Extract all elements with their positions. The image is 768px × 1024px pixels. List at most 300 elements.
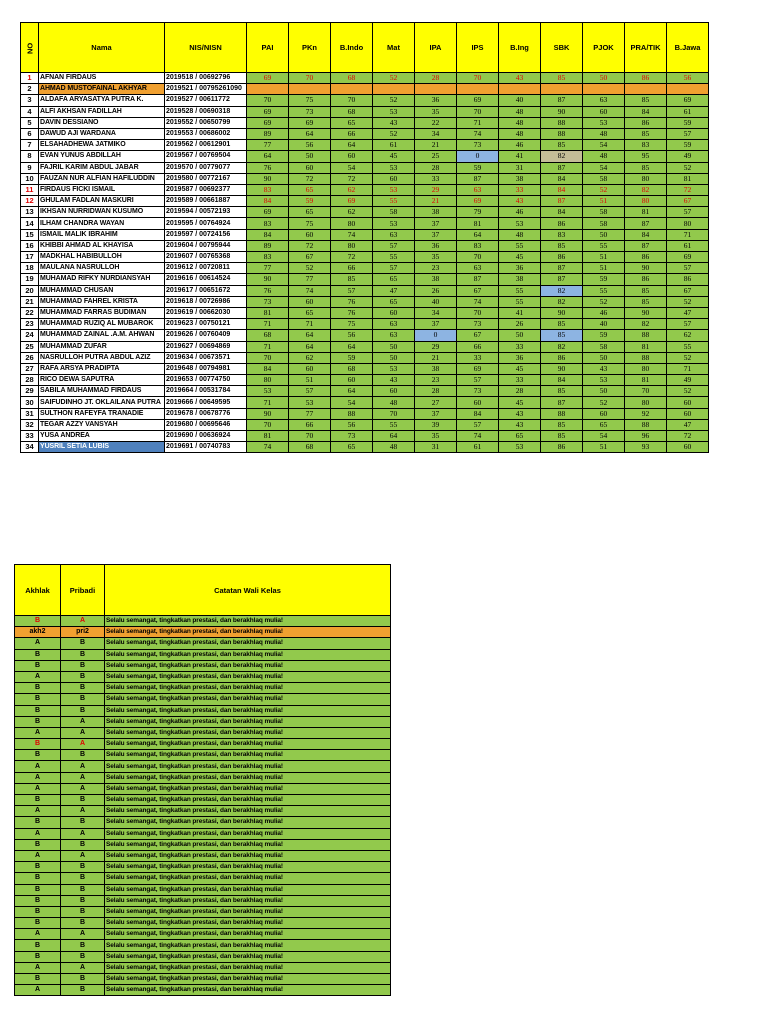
score-cell[interactable]: 73 — [457, 140, 499, 151]
note-cell[interactable]: Selalu semangat, tingkatkan prestasi, dan berakhlaq mulia! — [105, 806, 391, 817]
score-cell[interactable]: 67 — [667, 285, 709, 296]
student-name-cell[interactable]: ELSAHADHEWA JATMIKO — [39, 140, 165, 151]
score-cell[interactable]: 77 — [247, 140, 289, 151]
score-cell[interactable]: 60 — [667, 408, 709, 419]
score-cell[interactable]: 65 — [289, 307, 331, 318]
score-cell[interactable]: 80 — [625, 397, 667, 408]
note-cell[interactable]: Selalu semangat, tingkatkan prestasi, dan berakhlaq mulia! — [105, 761, 391, 772]
score-cell[interactable]: 60 — [667, 397, 709, 408]
score-cell[interactable]: 86 — [541, 442, 583, 453]
row-number-cell[interactable]: 22 — [21, 307, 39, 318]
header-nama[interactable]: Nama — [39, 23, 165, 73]
akhlak-cell[interactable]: B — [15, 683, 61, 694]
score-cell[interactable]: 53 — [583, 117, 625, 128]
score-cell[interactable]: 55 — [373, 196, 415, 207]
header-pai[interactable]: PAI — [247, 23, 289, 73]
score-cell[interactable]: 65 — [373, 296, 415, 307]
row-number-cell[interactable]: 1 — [21, 73, 39, 84]
score-cell[interactable]: 85 — [541, 431, 583, 442]
score-cell[interactable]: 70 — [289, 431, 331, 442]
score-cell[interactable]: 74 — [457, 128, 499, 139]
nis-cell[interactable]: 2019595 / 00764924 — [165, 218, 247, 229]
score-cell[interactable]: 66 — [331, 263, 373, 274]
score-cell[interactable]: 43 — [373, 117, 415, 128]
score-cell[interactable]: 85 — [541, 140, 583, 151]
score-cell[interactable]: 95 — [625, 151, 667, 162]
score-cell[interactable]: 65 — [331, 117, 373, 128]
score-cell[interactable]: 55 — [499, 285, 541, 296]
row-number-cell[interactable]: 27 — [21, 363, 39, 374]
nis-cell[interactable]: 2019618 / 00726986 — [165, 296, 247, 307]
score-cell[interactable]: 70 — [457, 307, 499, 318]
note-cell[interactable]: Selalu semangat, tingkatkan prestasi, dan berakhlaq mulia! — [105, 884, 391, 895]
row-number-cell[interactable]: 11 — [21, 184, 39, 195]
score-cell[interactable]: 81 — [667, 173, 709, 184]
score-cell[interactable]: 87 — [625, 240, 667, 251]
pribadi-cell[interactable]: B — [61, 985, 105, 996]
score-cell[interactable]: 87 — [457, 173, 499, 184]
score-cell[interactable]: 23 — [415, 263, 457, 274]
header-bing[interactable]: B.Ing — [499, 23, 541, 73]
score-cell[interactable]: 50 — [289, 151, 331, 162]
score-cell[interactable]: 63 — [583, 95, 625, 106]
akhlak-cell[interactable]: B — [15, 660, 61, 671]
row-number-cell[interactable]: 29 — [21, 386, 39, 397]
akhlak-cell[interactable]: B — [15, 884, 61, 895]
pribadi-cell[interactable]: A — [61, 772, 105, 783]
score-cell[interactable]: 76 — [247, 285, 289, 296]
score-cell[interactable]: 80 — [667, 218, 709, 229]
score-cell[interactable]: 93 — [625, 442, 667, 453]
score-cell[interactable]: 63 — [373, 330, 415, 341]
score-cell[interactable]: 64 — [457, 229, 499, 240]
note-cell[interactable]: Selalu semangat, tingkatkan prestasi, dan berakhlaq mulia! — [105, 985, 391, 996]
score-cell[interactable]: 71 — [289, 319, 331, 330]
score-cell[interactable]: 36 — [499, 352, 541, 363]
score-cell[interactable]: 46 — [499, 207, 541, 218]
score-cell[interactable]: 54 — [331, 397, 373, 408]
score-cell[interactable]: 77 — [289, 274, 331, 285]
student-name-cell[interactable]: SABILA MUHAMMAD FIRDAUS — [39, 386, 165, 397]
score-cell[interactable]: 51 — [583, 196, 625, 207]
score-cell[interactable]: 90 — [247, 274, 289, 285]
score-cell[interactable]: 57 — [373, 263, 415, 274]
header-pratik[interactable]: PRA/TIK — [625, 23, 667, 73]
score-cell[interactable]: 52 — [583, 296, 625, 307]
score-cell[interactable]: 33 — [457, 352, 499, 363]
akhlak-cell[interactable]: B — [15, 862, 61, 873]
score-cell[interactable]: 88 — [541, 117, 583, 128]
score-cell[interactable]: 82 — [625, 319, 667, 330]
score-cell[interactable]: 54 — [583, 431, 625, 442]
row-number-cell[interactable]: 10 — [21, 173, 39, 184]
note-cell[interactable]: Selalu semangat, tingkatkan prestasi, dan berakhlaq mulia! — [105, 683, 391, 694]
nis-cell[interactable]: 2019570 / 00779077 — [165, 162, 247, 173]
nis-cell[interactable]: 2019678 / 00678776 — [165, 408, 247, 419]
score-cell[interactable]: 86 — [625, 73, 667, 84]
score-cell[interactable]: 69 — [247, 117, 289, 128]
score-cell[interactable]: 22 — [415, 117, 457, 128]
student-name-cell[interactable]: GHULAM FADLAN MASKURI — [39, 196, 165, 207]
score-cell[interactable]: 52 — [373, 95, 415, 106]
nis-cell[interactable]: 2019680 / 00695646 — [165, 419, 247, 430]
row-number-cell[interactable]: 23 — [21, 319, 39, 330]
score-cell[interactable]: 80 — [331, 240, 373, 251]
score-cell[interactable]: 54 — [331, 162, 373, 173]
student-name-cell[interactable]: DAWUD AJI WARDANA — [39, 128, 165, 139]
score-cell[interactable]: 60 — [331, 375, 373, 386]
row-number-cell[interactable]: 2 — [21, 84, 39, 95]
score-cell[interactable]: 33 — [499, 184, 541, 195]
score-cell[interactable]: 92 — [625, 408, 667, 419]
nis-cell[interactable]: 2019553 / 00686002 — [165, 128, 247, 139]
score-cell[interactable]: 55 — [499, 296, 541, 307]
score-cell[interactable]: 38 — [415, 274, 457, 285]
pribadi-cell[interactable]: B — [61, 884, 105, 895]
score-cell[interactable]: 85 — [625, 285, 667, 296]
akhlak-cell[interactable]: A — [15, 761, 61, 772]
score-cell[interactable]: 86 — [625, 252, 667, 263]
header-ipa[interactable]: IPA — [415, 23, 457, 73]
student-name-cell[interactable]: IKHSAN NURRIDWAN KUSUMO — [39, 207, 165, 218]
student-name-cell[interactable]: MUHAMMAD CHUSAN — [39, 285, 165, 296]
row-number-cell[interactable]: 20 — [21, 285, 39, 296]
akhlak-cell[interactable]: A — [15, 962, 61, 973]
score-cell[interactable]: 62 — [667, 330, 709, 341]
score-cell[interactable]: 43 — [499, 196, 541, 207]
score-cell[interactable]: 69 — [247, 207, 289, 218]
nis-cell[interactable]: 2019567 / 00769504 — [165, 151, 247, 162]
note-cell[interactable]: Selalu semangat, tingkatkan prestasi, dan berakhlaq mulia! — [105, 660, 391, 671]
student-name-cell[interactable]: NASRULLOH PUTRA ABDUL AZIZ — [39, 352, 165, 363]
score-cell[interactable]: 57 — [457, 419, 499, 430]
score-cell[interactable]: 33 — [499, 375, 541, 386]
score-cell[interactable]: 64 — [331, 140, 373, 151]
note-cell[interactable]: Selalu semangat, tingkatkan prestasi, dan berakhlaq mulia! — [105, 929, 391, 940]
score-cell[interactable] — [667, 84, 709, 95]
score-cell[interactable]: 84 — [541, 173, 583, 184]
score-cell[interactable]: 67 — [457, 285, 499, 296]
score-cell[interactable]: 90 — [541, 363, 583, 374]
akhlak-cell[interactable]: B — [15, 906, 61, 917]
score-cell[interactable]: 63 — [373, 319, 415, 330]
row-number-cell[interactable]: 21 — [21, 296, 39, 307]
score-cell[interactable]: 66 — [457, 341, 499, 352]
nis-cell[interactable]: 2019691 / 00740783 — [165, 442, 247, 453]
score-cell[interactable]: 87 — [541, 196, 583, 207]
header-no[interactable]: NO — [21, 23, 39, 73]
score-cell[interactable]: 88 — [625, 330, 667, 341]
score-cell[interactable]: 59 — [331, 352, 373, 363]
score-cell[interactable] — [289, 84, 331, 95]
score-cell[interactable]: 21 — [415, 352, 457, 363]
score-cell[interactable]: 69 — [457, 363, 499, 374]
akhlak-cell[interactable]: B — [15, 750, 61, 761]
row-number-cell[interactable]: 31 — [21, 408, 39, 419]
score-cell[interactable]: 52 — [667, 296, 709, 307]
note-cell[interactable]: Selalu semangat, tingkatkan prestasi, dan berakhlaq mulia! — [105, 862, 391, 873]
score-cell[interactable]: 70 — [457, 73, 499, 84]
score-cell[interactable]: 41 — [499, 307, 541, 318]
score-cell[interactable]: 76 — [247, 162, 289, 173]
akhlak-cell[interactable]: A — [15, 772, 61, 783]
student-name-cell[interactable]: YUSRIL SETIA LUBIS — [39, 442, 165, 453]
score-cell[interactable]: 31 — [415, 442, 457, 453]
score-cell[interactable]: 74 — [457, 431, 499, 442]
score-cell[interactable]: 56 — [289, 140, 331, 151]
score-cell[interactable]: 80 — [331, 218, 373, 229]
score-cell[interactable]: 59 — [289, 196, 331, 207]
student-name-cell[interactable]: TEGAR AZZY VANSYAH — [39, 419, 165, 430]
akhlak-cell[interactable]: B — [15, 705, 61, 716]
score-cell[interactable]: 28 — [499, 386, 541, 397]
score-cell[interactable]: 55 — [373, 252, 415, 263]
score-cell[interactable]: 65 — [289, 184, 331, 195]
note-cell[interactable]: Selalu semangat, tingkatkan prestasi, dan berakhlaq mulia! — [105, 616, 391, 627]
score-cell[interactable]: 58 — [583, 173, 625, 184]
score-cell[interactable]: 64 — [289, 128, 331, 139]
score-cell[interactable]: 84 — [247, 363, 289, 374]
student-name-cell[interactable]: MUHAMMAD FARRAS BUDIMAN — [39, 307, 165, 318]
score-cell[interactable]: 33 — [415, 173, 457, 184]
score-cell[interactable]: 84 — [247, 229, 289, 240]
pribadi-cell[interactable]: A — [61, 806, 105, 817]
pribadi-cell[interactable]: A — [61, 828, 105, 839]
note-cell[interactable]: Selalu semangat, tingkatkan prestasi, dan berakhlaq mulia! — [105, 671, 391, 682]
note-cell[interactable]: Selalu semangat, tingkatkan prestasi, dan berakhlaq mulia! — [105, 795, 391, 806]
note-cell[interactable]: Selalu semangat, tingkatkan prestasi, dan berakhlaq mulia! — [105, 649, 391, 660]
score-cell[interactable]: 45 — [499, 397, 541, 408]
score-cell[interactable]: 71 — [247, 319, 289, 330]
score-cell[interactable]: 50 — [583, 229, 625, 240]
row-number-cell[interactable]: 34 — [21, 442, 39, 453]
nis-cell[interactable]: 2019604 / 00795944 — [165, 240, 247, 251]
akhlak-cell[interactable]: B — [15, 694, 61, 705]
header-sbk[interactable]: SBK — [541, 23, 583, 73]
score-cell[interactable]: 73 — [247, 296, 289, 307]
nis-cell[interactable]: 2019589 / 00661887 — [165, 196, 247, 207]
score-cell[interactable]: 72 — [331, 173, 373, 184]
score-cell[interactable]: 64 — [289, 330, 331, 341]
score-cell[interactable]: 86 — [625, 274, 667, 285]
score-cell[interactable]: 66 — [289, 419, 331, 430]
score-cell[interactable]: 73 — [457, 386, 499, 397]
nis-cell[interactable]: 2019562 / 00612901 — [165, 140, 247, 151]
score-cell[interactable]: 48 — [373, 442, 415, 453]
score-cell[interactable] — [331, 84, 373, 95]
row-number-cell[interactable]: 32 — [21, 419, 39, 430]
score-cell[interactable]: 46 — [583, 307, 625, 318]
score-cell[interactable]: 34 — [415, 128, 457, 139]
score-cell[interactable]: 69 — [457, 95, 499, 106]
score-cell[interactable]: 53 — [373, 184, 415, 195]
akhlak-cell[interactable]: B — [15, 839, 61, 850]
score-cell[interactable]: 40 — [499, 95, 541, 106]
score-cell[interactable]: 85 — [541, 73, 583, 84]
score-cell[interactable]: 85 — [541, 240, 583, 251]
score-cell[interactable]: 29 — [415, 341, 457, 352]
score-cell[interactable]: 60 — [289, 363, 331, 374]
pribadi-cell[interactable]: B — [61, 873, 105, 884]
score-cell[interactable]: 47 — [667, 419, 709, 430]
nis-cell[interactable]: 2019634 / 00673571 — [165, 352, 247, 363]
nis-cell[interactable]: 2019597 / 00724156 — [165, 229, 247, 240]
score-cell[interactable]: 55 — [373, 419, 415, 430]
score-cell[interactable]: 83 — [457, 240, 499, 251]
score-cell[interactable]: 59 — [583, 274, 625, 285]
student-name-cell[interactable]: DAVIN DESSIANO — [39, 117, 165, 128]
score-cell[interactable]: 73 — [331, 431, 373, 442]
score-cell[interactable]: 81 — [625, 207, 667, 218]
score-cell[interactable]: 53 — [499, 218, 541, 229]
score-cell[interactable]: 45 — [373, 151, 415, 162]
row-number-cell[interactable]: 16 — [21, 240, 39, 251]
score-cell[interactable]: 37 — [415, 229, 457, 240]
score-cell[interactable]: 68 — [331, 363, 373, 374]
akhlak-cell[interactable]: B — [15, 616, 61, 627]
score-cell[interactable]: 72 — [667, 184, 709, 195]
score-cell[interactable]: 89 — [247, 240, 289, 251]
score-cell[interactable]: 65 — [289, 207, 331, 218]
score-cell[interactable]: 61 — [667, 240, 709, 251]
header-pkn[interactable]: PKn — [289, 23, 331, 73]
score-cell[interactable]: 87 — [541, 397, 583, 408]
pribadi-cell[interactable]: B — [61, 918, 105, 929]
pribadi-cell[interactable]: B — [61, 649, 105, 660]
score-cell[interactable]: 63 — [457, 263, 499, 274]
score-cell[interactable]: 58 — [583, 341, 625, 352]
score-cell[interactable]: 48 — [583, 128, 625, 139]
score-cell[interactable]: 57 — [289, 386, 331, 397]
score-cell[interactable]: 84 — [541, 207, 583, 218]
score-cell[interactable]: 60 — [289, 296, 331, 307]
score-cell[interactable]: 48 — [499, 229, 541, 240]
nis-cell[interactable]: 2019619 / 00662030 — [165, 307, 247, 318]
student-name-cell[interactable]: ILHAM CHANDRA WAYAN — [39, 218, 165, 229]
header-mat[interactable]: Mat — [373, 23, 415, 73]
pribadi-cell[interactable]: A — [61, 783, 105, 794]
score-cell[interactable]: 34 — [415, 307, 457, 318]
score-cell[interactable]: 85 — [625, 128, 667, 139]
header-pribadi[interactable]: Pribadi — [61, 565, 105, 616]
score-cell[interactable]: 35 — [415, 431, 457, 442]
score-cell[interactable]: 89 — [247, 128, 289, 139]
row-number-cell[interactable]: 13 — [21, 207, 39, 218]
score-cell[interactable]: 65 — [583, 419, 625, 430]
score-cell[interactable]: 73 — [457, 319, 499, 330]
score-cell[interactable]: 88 — [331, 408, 373, 419]
score-cell[interactable]: 71 — [667, 229, 709, 240]
score-cell[interactable]: 90 — [625, 263, 667, 274]
score-cell[interactable]: 69 — [247, 73, 289, 84]
pribadi-cell[interactable]: B — [61, 671, 105, 682]
nis-cell[interactable]: 2019594 / 00572193 — [165, 207, 247, 218]
score-cell[interactable]: 60 — [331, 151, 373, 162]
score-cell[interactable]: 57 — [373, 240, 415, 251]
row-number-cell[interactable]: 3 — [21, 95, 39, 106]
row-number-cell[interactable]: 24 — [21, 330, 39, 341]
score-cell[interactable]: 69 — [667, 252, 709, 263]
score-cell[interactable]: 85 — [625, 162, 667, 173]
student-name-cell[interactable]: FAUZAN NUR ALFIAN HAFILUDDIN — [39, 173, 165, 184]
pribadi-cell[interactable]: A — [61, 727, 105, 738]
pribadi-cell[interactable]: B — [61, 638, 105, 649]
header-nis[interactable]: NIS/NISN — [165, 23, 247, 73]
score-cell[interactable]: 69 — [457, 196, 499, 207]
pribadi-cell[interactable]: B — [61, 683, 105, 694]
score-cell[interactable]: 68 — [247, 330, 289, 341]
score-cell[interactable]: 70 — [331, 95, 373, 106]
note-cell[interactable]: Selalu semangat, tingkatkan prestasi, dan berakhlaq mulia! — [105, 918, 391, 929]
student-name-cell[interactable]: KHIBBI AHMAD AL KHAYISA — [39, 240, 165, 251]
score-cell[interactable]: 55 — [583, 285, 625, 296]
score-cell[interactable]: 68 — [289, 442, 331, 453]
row-number-cell[interactable]: 19 — [21, 274, 39, 285]
row-number-cell[interactable]: 30 — [21, 397, 39, 408]
note-cell[interactable]: Selalu semangat, tingkatkan prestasi, dan berakhlaq mulia! — [105, 850, 391, 861]
score-cell[interactable]: 86 — [541, 218, 583, 229]
score-cell[interactable]: 65 — [499, 431, 541, 442]
score-cell[interactable]: 0 — [457, 151, 499, 162]
score-cell[interactable]: 61 — [667, 106, 709, 117]
score-cell[interactable]: 27 — [415, 397, 457, 408]
score-cell[interactable]: 53 — [373, 218, 415, 229]
pribadi-cell[interactable]: B — [61, 750, 105, 761]
student-name-cell[interactable]: YUSA ANDREA — [39, 431, 165, 442]
score-cell[interactable]: 90 — [247, 408, 289, 419]
score-cell[interactable]: 48 — [373, 397, 415, 408]
note-cell[interactable]: Selalu semangat, tingkatkan prestasi, dan berakhlaq mulia! — [105, 772, 391, 783]
score-cell[interactable]: 68 — [331, 73, 373, 84]
score-cell[interactable]: 52 — [289, 263, 331, 274]
score-cell[interactable]: 21 — [415, 196, 457, 207]
score-cell[interactable]: 85 — [625, 95, 667, 106]
nis-cell[interactable]: 2019626 / 00760409 — [165, 330, 247, 341]
nis-cell[interactable]: 2019623 / 00750121 — [165, 319, 247, 330]
akhlak-cell[interactable]: B — [15, 649, 61, 660]
score-cell[interactable]: 53 — [499, 442, 541, 453]
score-cell[interactable]: 88 — [625, 352, 667, 363]
student-name-cell[interactable]: MUHAMMAD RUZIQ AL MUBAROK — [39, 319, 165, 330]
score-cell[interactable]: 64 — [331, 341, 373, 352]
score-cell[interactable]: 51 — [583, 263, 625, 274]
pribadi-cell[interactable]: pri2 — [61, 627, 105, 638]
score-cell[interactable]: 77 — [289, 408, 331, 419]
score-cell[interactable]: 86 — [625, 117, 667, 128]
pribadi-cell[interactable]: B — [61, 951, 105, 962]
score-cell[interactable]: 41 — [499, 151, 541, 162]
pribadi-cell[interactable]: B — [61, 974, 105, 985]
score-cell[interactable]: 57 — [667, 319, 709, 330]
score-cell[interactable]: 43 — [373, 375, 415, 386]
score-cell[interactable]: 37 — [415, 408, 457, 419]
score-cell[interactable]: 52 — [373, 128, 415, 139]
score-cell[interactable]: 59 — [457, 162, 499, 173]
score-cell[interactable]: 50 — [373, 341, 415, 352]
score-cell[interactable]: 69 — [247, 106, 289, 117]
score-cell[interactable]: 53 — [289, 397, 331, 408]
score-cell[interactable]: 88 — [541, 128, 583, 139]
score-cell[interactable]: 86 — [541, 352, 583, 363]
nis-cell[interactable]: 2019527 / 00611772 — [165, 95, 247, 106]
score-cell[interactable]: 45 — [499, 252, 541, 263]
score-cell[interactable]: 62 — [289, 352, 331, 363]
score-cell[interactable]: 57 — [457, 375, 499, 386]
score-cell[interactable]: 76 — [331, 296, 373, 307]
score-cell[interactable]: 72 — [289, 173, 331, 184]
row-number-cell[interactable]: 14 — [21, 218, 39, 229]
score-cell[interactable]: 60 — [289, 162, 331, 173]
